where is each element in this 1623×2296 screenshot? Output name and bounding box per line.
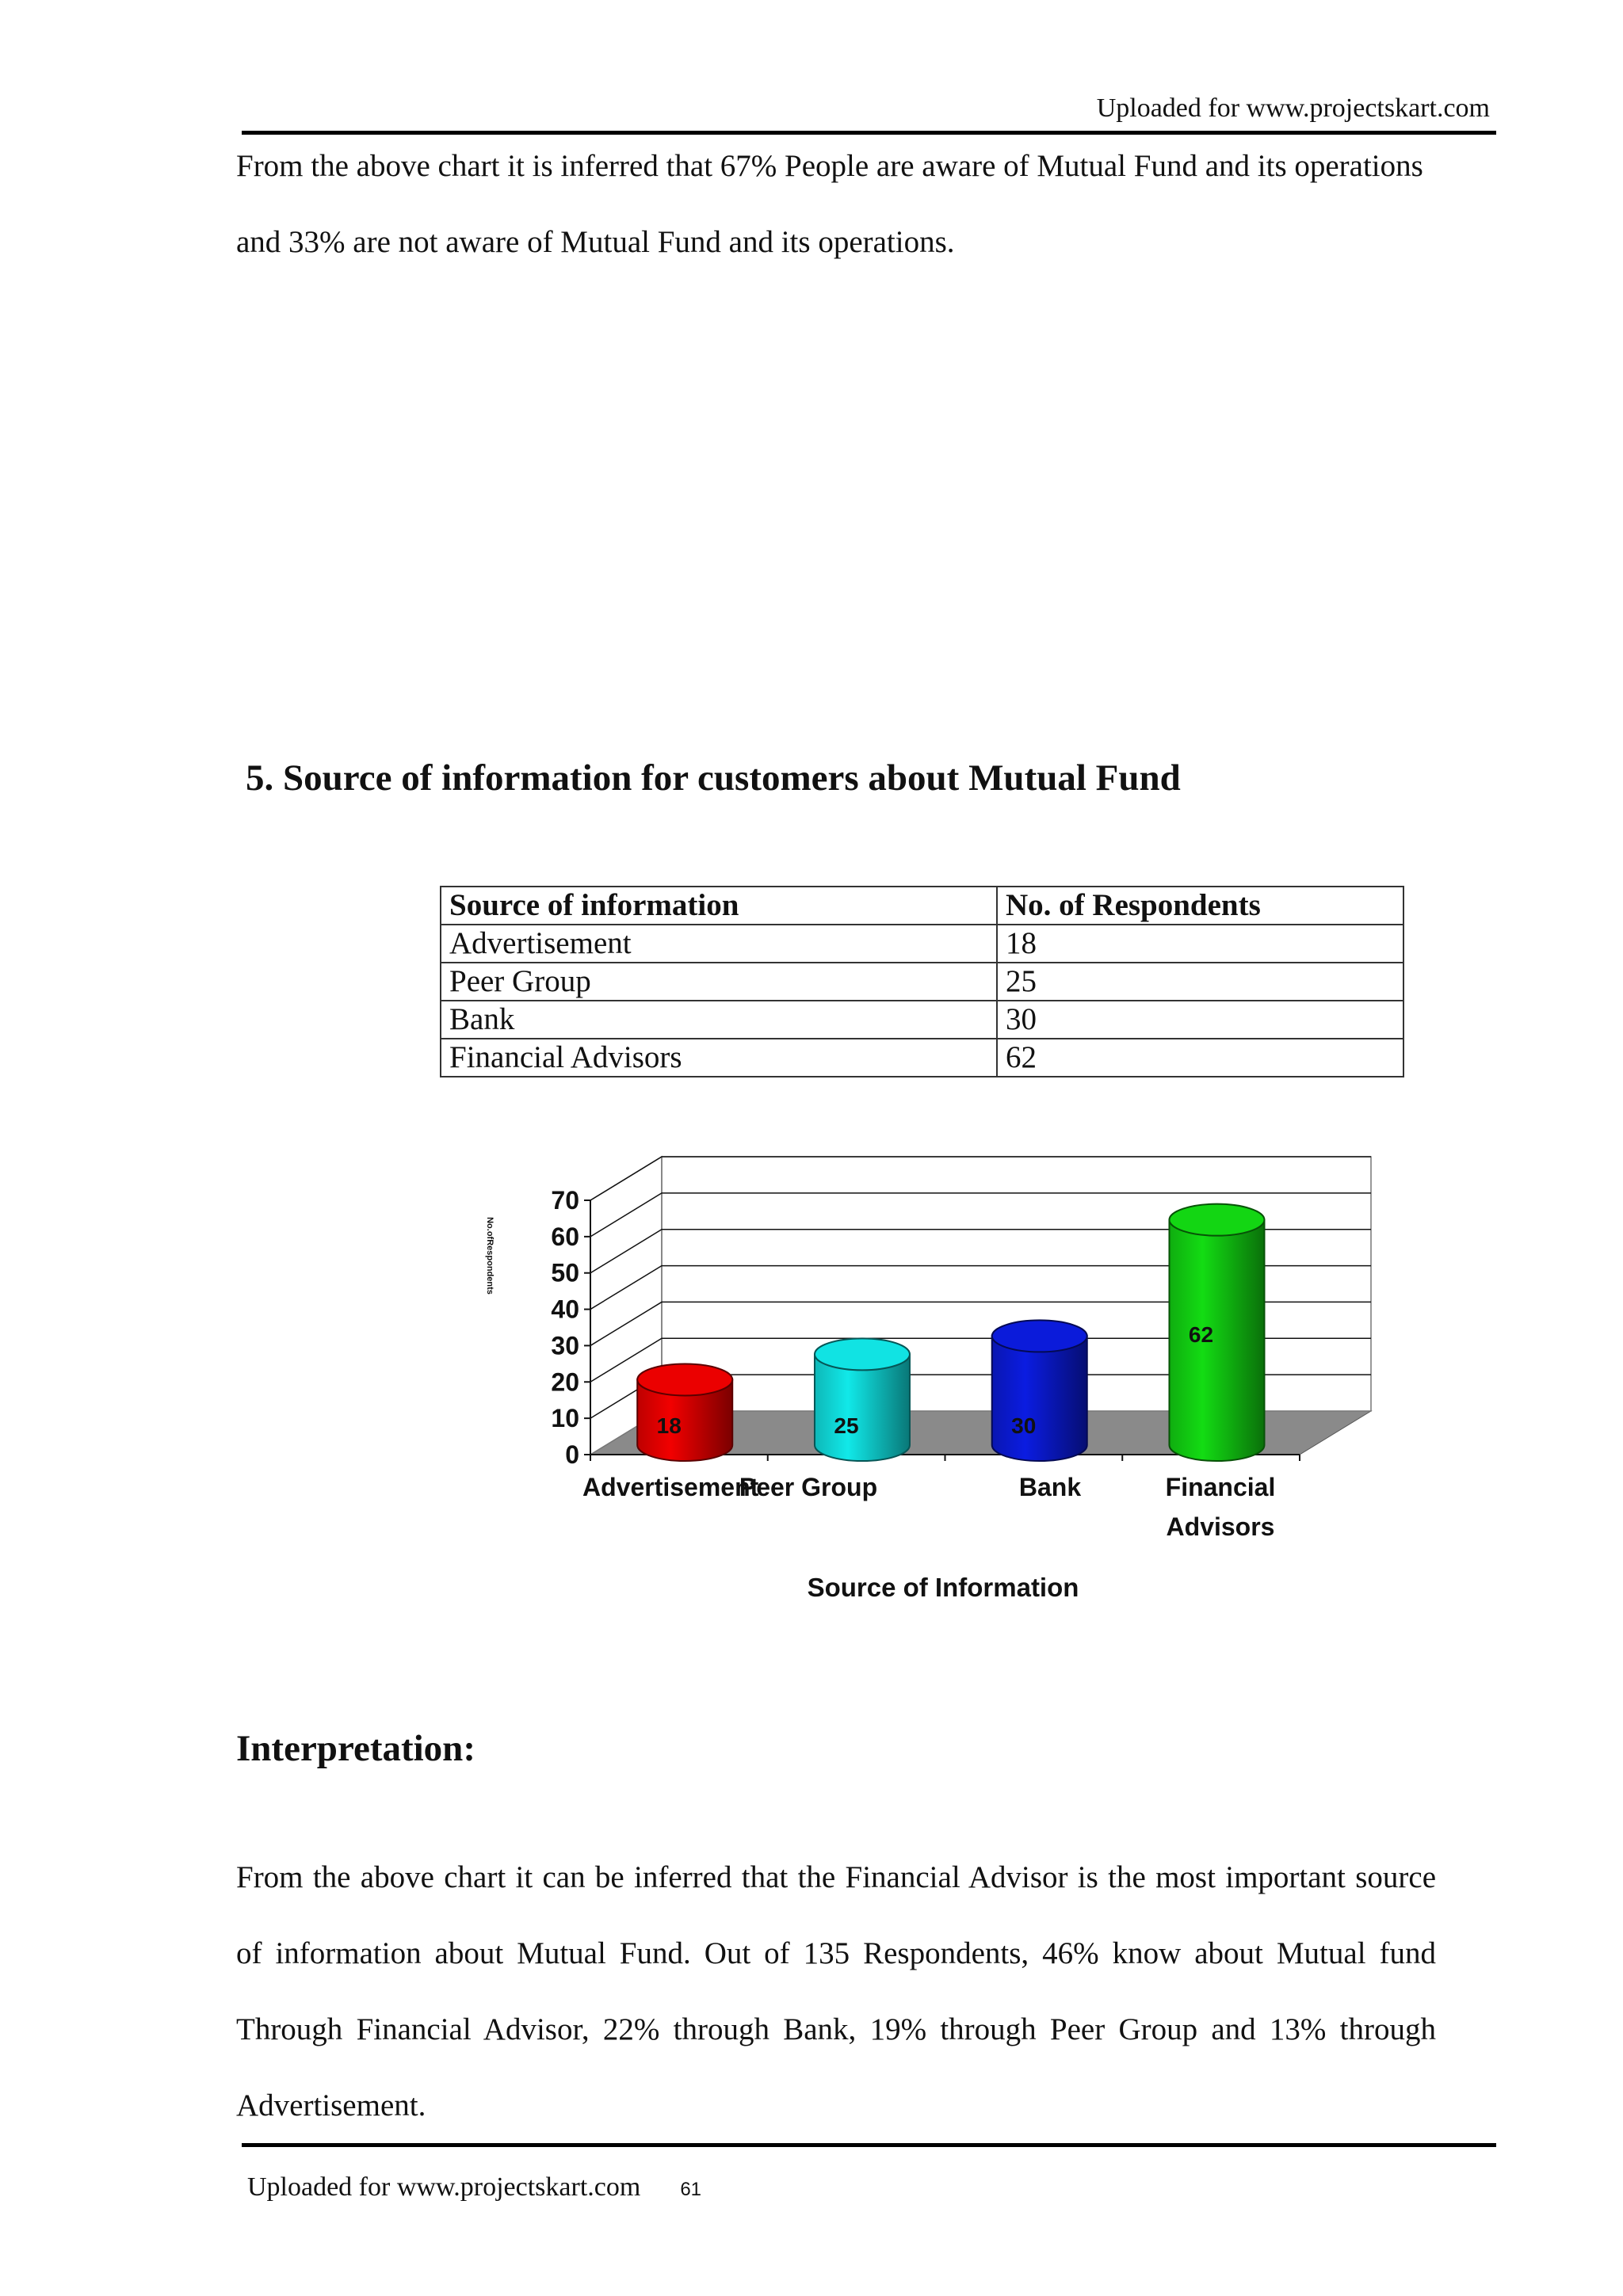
table-cell-source: Bank (441, 1001, 997, 1039)
chart-bar (992, 1320, 1087, 1461)
chart-y-ticks (551, 1186, 590, 1469)
chart-data-label: 25 (834, 1413, 859, 1438)
table-cell-source: Financial Advisors (441, 1039, 997, 1077)
chart-data-label: 18 (656, 1413, 682, 1438)
chart-y-tick-label: 30 (551, 1331, 579, 1360)
chart-x-axis-label: Source of Information (807, 1573, 1079, 1602)
intro-paragraph-text: From the above chart it is inferred that 67% People are aware of Mutual Fund and its operations and 33% are not aware of Mutual Fund and its operations. (236, 149, 1423, 259)
chart-y-tick-label: 20 (551, 1367, 579, 1397)
interpretation-title: Interpretation: (236, 1728, 475, 1769)
table-cell-respondents: 25 (997, 963, 1403, 1001)
chart-x-tick-label: Bank (1018, 1473, 1082, 1501)
table-cell-respondents: 18 (997, 925, 1403, 963)
table-cell-source: Advertisement (441, 925, 997, 963)
chart-y-tick-label: 60 (551, 1222, 579, 1251)
chart-data-label: 30 (1011, 1413, 1037, 1438)
intro-paragraph (236, 128, 1436, 280)
chart-bar (1169, 1204, 1264, 1461)
chart-bar (637, 1363, 732, 1461)
chart-data-label: 62 (1188, 1322, 1214, 1347)
footer-text: Uploaded for www.projectskart.com (247, 2172, 641, 2202)
footer-rule (242, 2143, 1496, 2147)
table-header-respondents: No. of Respondents (997, 887, 1403, 925)
chart-bar-top (815, 1338, 910, 1370)
page-number: 61 (680, 2179, 702, 2200)
table-row (441, 925, 1403, 963)
section-title: 5. Source of information for customers about Mutual Fund (246, 757, 1181, 799)
table-header-source: Source of information (441, 887, 997, 925)
chart-x-tick-label: Peer Group (739, 1473, 878, 1501)
table-cell-respondents: 62 (997, 1039, 1403, 1077)
chart-y-tick-label: 50 (551, 1258, 579, 1287)
chart-y-tick-label: 0 (565, 1440, 579, 1469)
interpretation-paragraph-text: From the above chart it can be inferred that the Financial Advisor is the most important source of information about Mutual Fund. Out of 135 Respondents, 46% know about Mutual fund Through Financial Advisor, 22% through Bank, 19% through Peer Group and 13% through Advertisement. (236, 1860, 1436, 2122)
table-cell-respondents: 30 (997, 1001, 1403, 1039)
source-table (440, 886, 1404, 1077)
table-row (441, 1001, 1403, 1039)
chart-gridline (590, 1157, 1371, 1200)
table-row (441, 1039, 1403, 1077)
page-header-text: Uploaded for www.projectskart.com (1096, 93, 1490, 123)
chart-bar-top (992, 1320, 1087, 1352)
source-bar-chart (460, 1141, 1387, 1608)
table-header-row (441, 887, 1403, 925)
chart-y-tick-label: 10 (551, 1404, 579, 1433)
chart-bar-top (637, 1363, 732, 1395)
chart-bar-body (1169, 1220, 1264, 1461)
chart-bar (815, 1338, 910, 1461)
chart-y-tick-label: 40 (551, 1295, 579, 1324)
page-footer (247, 2172, 701, 2203)
chart-bar-top (1169, 1204, 1264, 1236)
chart-x-tick-label: Financial Advisors (1165, 1473, 1276, 1541)
table-row (441, 963, 1403, 1001)
chart-y-tick-label: 70 (551, 1186, 579, 1215)
chart-y-axis-label: No.ofRespondents (485, 1217, 495, 1295)
chart-bar-body (992, 1336, 1087, 1461)
chart-x-tick-labels (582, 1473, 1275, 1541)
table-cell-source: Peer Group (441, 963, 997, 1001)
interpretation-paragraph (236, 1840, 1436, 2144)
chart-x-tick-label: Advertisement (582, 1473, 759, 1501)
